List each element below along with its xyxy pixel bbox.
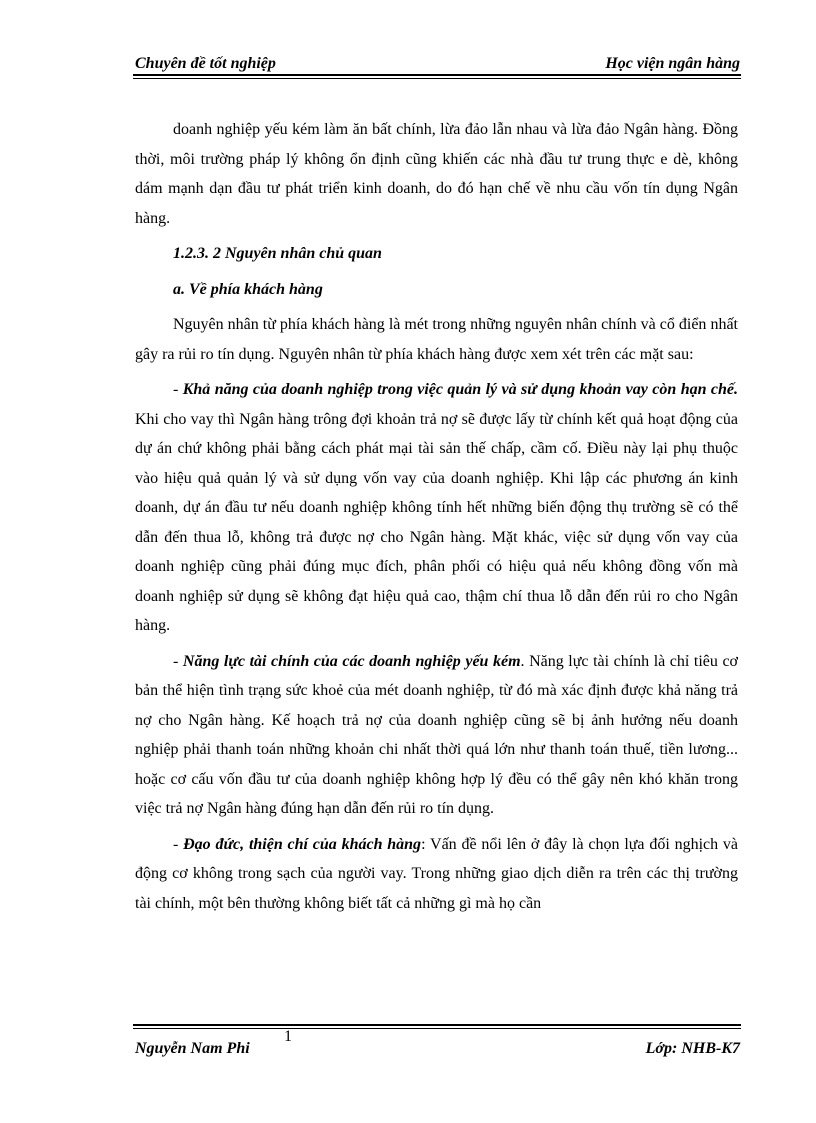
bullet-dash: - [173, 381, 183, 398]
paragraph-financial-capacity [135, 647, 738, 824]
subsection-heading: a. Về phía khách hàng [173, 280, 323, 298]
emphasis-financial-capacity: Năng lực tài chính của các doanh nghiệp yếu kém [182, 652, 521, 670]
emphasis-management-capacity: Khả năng của doanh nghiệp trong việc quản lý và sử dụng khoản vay còn hạn chế. [182, 381, 739, 398]
paragraph-text: : Vấn đề nổi lên ở đây là chọn lựa đối nghịch và động cơ không trong sạch của người vay. Trong những giao dịch diễn ra trên các thị trường tài chính, một bên thường không biết tất cả những gì mà họ cần [135, 835, 739, 912]
paragraph-management-capacity [135, 375, 738, 641]
emphasis-customer-ethics: Đạo đức, thiện chí của khách hàng [183, 835, 422, 853]
header-divider [133, 74, 741, 79]
page-number: 1 [284, 1028, 292, 1045]
paragraph-customer-ethics [135, 830, 738, 919]
page-footer [135, 1028, 740, 1058]
paragraph-continuation: doanh nghiệp yếu kém làm ăn bất chính, lừa đảo lẫn nhau và lừa đảo Ngân hàng. Đồng thời, môi trường pháp lý không ổn định cũng khiến các nhà đầu tư trung thực e dè, không dám mạnh dạn đầu tư phát triển kinh doanh, do đó hạn chế về nhu cầu vốn tín dụng Ngân hàng. [135, 121, 738, 227]
header-institution: Học viện ngân hàng [605, 55, 740, 72]
header-document-type: Chuyên đề tốt nghiệp [135, 55, 276, 72]
section-heading: 1.2.3. 2 Nguyên nhân chủ quan [173, 245, 382, 262]
paragraph-text: Khi cho vay thì Ngân hàng trông đợi khoản trả nợ sẽ được lấy từ chính kết quả hoạt động của dự án chứ không phải bằng cách phát mại tài sản thế chấp, cầm cố. Điều này lại phụ thuộc vào hiệu quả quản lý và sử dụng vốn vay của doanh nghiệp. Khi lập các phương án kinh doanh, dự án đầu tư nếu doanh nghiệp không tính hết những biến động thụ trường sẽ có thể dẫn đến thua lỗ, không trả được nợ cho Ngân hàng. Mặt khác, việc sử dụng vốn vay của doanh nghiệp cũng phải đúng mục đích, phân phối có hiệu quả nếu không đồng vốn mà doanh nghiệp sử dụng sẽ không đạt hiệu quả cao, thậm chí thua lỗ dẫn đến rủi ro cho Ngân hàng. [135, 410, 738, 634]
page-body [135, 115, 738, 924]
bullet-dash: - [173, 835, 184, 853]
bullet-dash: - [173, 652, 183, 670]
footer-class: Lớp: NHB-K7 [645, 1040, 740, 1057]
footer-author: Nguyễn Nam Phi [135, 1040, 250, 1057]
paragraph-intro: Nguyên nhân từ phía khách hàng là mét trong những nguyên nhân chính và cổ điển nhất gây ra rủi ro tín dụng. Nguyên nhân từ phía khách hàng được xem xét trên các mặt sau: [135, 316, 738, 363]
footer-divider [133, 1024, 741, 1029]
page-header [135, 47, 740, 73]
paragraph-text: . Năng lực tài chính là chỉ tiêu cơ bản thể hiện tình trạng sức khoẻ của mét doanh nghiệp, từ đó mà xác định được khả năng trả nợ cho Ngân hàng. Kế hoạch trả nợ của doanh nghiệp cũng sẽ bị ảnh hưởng nếu doanh nghiệp phải thanh toán những khoản chi nhất thời quá lớn như thanh toán thuế, tiền lương... hoặc cơ cấu vốn đầu tư của doanh nghiệp không hợp lý đều có thể gây nên khó khăn trong việc trả nợ Ngân hàng đúng hạn dẫn đến rủi ro tín dụng. [135, 652, 739, 817]
